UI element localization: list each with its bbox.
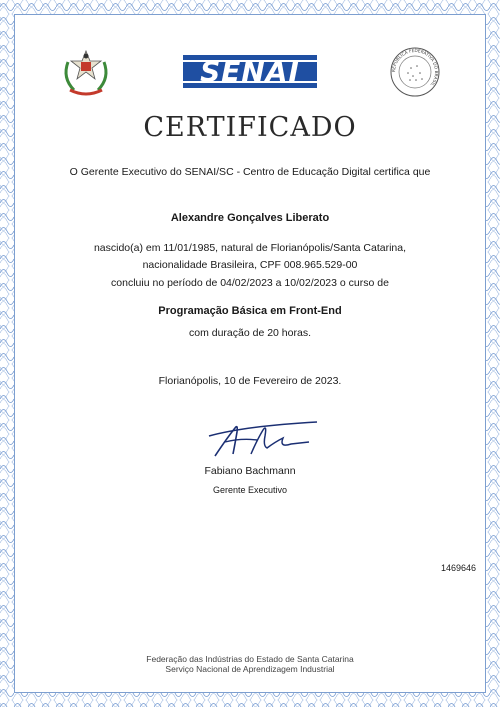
footer-federation: Federação das Indústrias do Estado de Santa Catarina — [146, 654, 354, 664]
national-seal-icon — [389, 46, 441, 98]
place-date: Florianópolis, 10 de Fevereiro de 2023. — [158, 375, 342, 387]
certificate-title: CERTIFICADO — [143, 112, 357, 143]
details-line-1: nascido(a) em 11/01/1985, natural de Florianópolis/Santa Catarina, — [93, 242, 407, 254]
footer-service: Serviço Nacional de Aprendizagem Industrial — [165, 664, 335, 674]
signature-image — [205, 418, 320, 460]
recipient-name: Alexandre Gonçalves Liberato — [170, 212, 330, 224]
seal-text: REPÚBLICA FEDERATIVA DO BRASIL — [391, 48, 439, 87]
signer-name: Fabiano Bachmann — [204, 465, 296, 477]
certificate-code: 1469646 — [440, 563, 476, 573]
course-duration: com duração de 20 horas. — [189, 327, 311, 339]
details-line-2: nacionalidade Brasileira, CPF 008.965.529-00 — [142, 259, 358, 271]
senai-logo-text: SENAI — [200, 55, 300, 88]
intro-text: O Gerente Executivo do SENAI/SC - Centro de Educação Digital certifica que — [69, 166, 431, 178]
details-line-3: concluiu no período de 04/02/2023 a 10/02/2023 o curso de — [111, 277, 389, 289]
course-name: Programação Básica em Front-End — [158, 305, 342, 317]
signer-role: Gerente Executivo — [212, 485, 288, 495]
coat-of-arms-icon — [60, 48, 112, 98]
senai-logo — [183, 55, 317, 88]
